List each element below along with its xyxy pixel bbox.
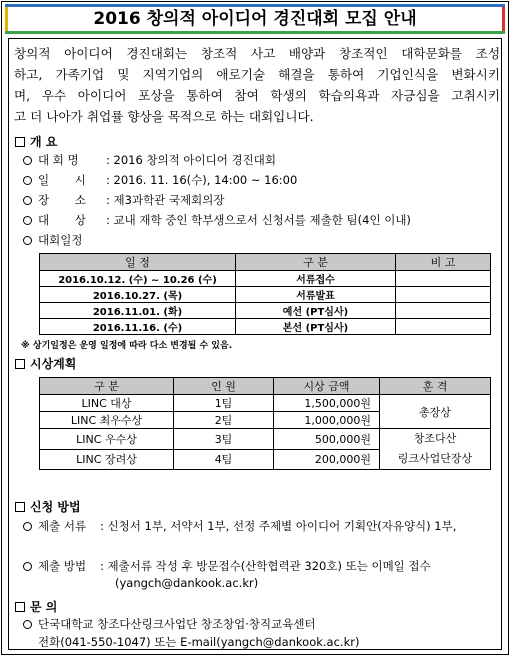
table-header: 일 정 [40, 254, 236, 271]
intro-line: 창의적 아이디어 경진대회는 창조적 사고 배양과 창조적인 대학문화를 조성 [14, 46, 500, 61]
intro-line: 고 더 나아가 취업률 향상을 목적으로 하는 대회입니다. [14, 109, 314, 124]
intro-line: 하고, 가족기업 및 지역기업의 애로기술 해결을 통하여 기업인식을 변화시키 [14, 67, 500, 82]
contact-heading: 문 의 [15, 598, 57, 615]
overview-item: 장 소 : 제3과학관 국제회의장 [23, 192, 224, 208]
table-row: LINC 대상 1팀 1,500,000원 총장상 [40, 395, 491, 412]
table-header: 시상 금액 [274, 378, 380, 395]
circle-bullet-icon [23, 562, 32, 571]
overview-item: 대 상 : 교내 재학 중인 학부생으로서 신청서를 제출한 팀(4인 이내) [23, 212, 411, 228]
square-bullet-icon [15, 502, 25, 512]
table-row: LINC 장려상 4팀 200,000원 [40, 449, 491, 470]
prizes-heading: 시상계획 [15, 355, 76, 372]
overview-item: 대회일정 [23, 232, 82, 248]
intro-line: 며, 우수 아이디어 포상을 통하여 참여 학생의 학습의욕과 자긍심을 고취시키 [14, 88, 500, 103]
circle-bullet-icon [23, 620, 32, 629]
apply-method-item: 제출 방법 : 제출서류 작성 후 방문접수(산학협력관 320호) 또는 이메일 접수 [23, 558, 431, 574]
honor-cell: 창조다산 링크사업단장상 [380, 429, 491, 470]
circle-bullet-icon [23, 156, 32, 165]
schedule-note: ※ 상기일정은 운영 일정에 따라 다소 변경될 수 있음. [21, 341, 233, 351]
square-bullet-icon [15, 137, 25, 147]
table-row: 2016.10.12. (수) ~ 10.26 (수) 서류접수 [40, 271, 491, 287]
intro-paragraph [14, 43, 500, 127]
honor-cell: 총장상 [380, 395, 491, 429]
table-header: 훈 격 [380, 378, 491, 395]
table-header: 구 분 [236, 254, 396, 271]
table-row: LINC 우수상 3팀 500,000원 창조다산 링크사업단장상 [40, 429, 491, 450]
table-row: 2016.11.16. (수) 본선 (PT심사) [40, 319, 491, 335]
circle-bullet-icon [23, 216, 32, 225]
table-header: 비 고 [396, 254, 491, 271]
circle-bullet-icon [23, 236, 32, 245]
apply-heading: 신청 방법 [15, 498, 81, 515]
table-header: 구 분 [40, 378, 174, 395]
circle-bullet-icon [23, 196, 32, 205]
apply-email: (yangch@dankook.ac.kr) [115, 576, 259, 590]
circle-bullet-icon [23, 176, 32, 185]
overview-heading: 개 요 [15, 133, 57, 150]
table-row: 2016.11.01. (화) 예선 (PT심사) [40, 303, 491, 319]
square-bullet-icon [15, 602, 25, 612]
schedule-table [39, 253, 491, 335]
title-banner [5, 4, 505, 34]
table-row: LINC 최우수상 2팀 1,000,000원 [40, 412, 491, 429]
page-title: 2016 창의적 아이디어 경진대회 모집 안내 [93, 9, 417, 29]
overview-item: 일 시 : 2016. 11. 16(수), 14:00 ~ 16:00 [23, 172, 297, 188]
table-header: 인 원 [174, 378, 274, 395]
table-row: 2016.10.27. (목) 서류발표 [40, 287, 491, 303]
circle-bullet-icon [23, 522, 32, 531]
contact-line: 단국대학교 창조다산링크사업단 창조창업·창직교육센터 [23, 616, 316, 632]
apply-docs-item: 제출 서류 : 신청서 1부, 서약서 1부, 선정 주제별 아이디어 기획안(자유양식) 1부, [23, 518, 456, 534]
prize-table [39, 377, 491, 470]
square-bullet-icon [15, 359, 25, 369]
contact-line: 전화(041-550-1047) 또는 E-mail(yangch@dankook.ac.kr) [38, 635, 360, 649]
content-box [8, 38, 502, 650]
overview-item: 대 회 명 : 2016 창의적 아이디어 경진대회 [23, 152, 276, 168]
